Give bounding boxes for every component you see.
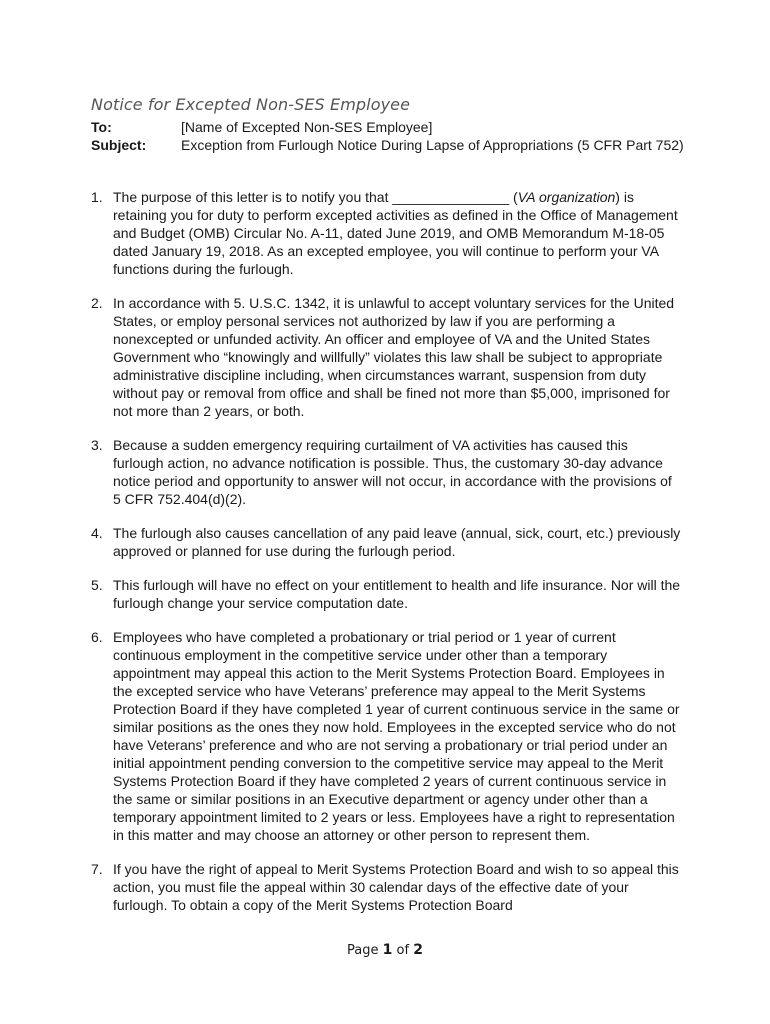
list-item-text-end: ) is retaining you for duty to perform excepted activities as defined in the Office of Management and Budget (OMB) Circular No. A-11, dated June 2019, and OMB Memorandum M-18-05 dated January 19, 2018. As an excepted employee, you will continue to perform your VA functions during the furlough. — [113, 189, 678, 277]
subject-row — [91, 136, 691, 154]
list-item — [91, 628, 681, 844]
subject-label: Subject: — [91, 137, 147, 153]
list-item-number: 4. — [91, 525, 103, 541]
current-page-number: 1 — [382, 942, 393, 958]
list-item-number: 7. — [91, 861, 103, 877]
list-item — [91, 188, 681, 278]
list-item-text: In accordance with 5. U.S.C. 1342, it is unlawful to accept voluntary services for the United States, or employ personal services not authorized by law if you are performing a nonexcepted or unfunded activity. An officer and employee of VA and the United States Government who “knowingly and willfully” violates this law shall be subject to appropriate administrative discipline including, when circumstances warrant, suspension from duty without pay or removal from office and shall be fined not more than $5,000, imprisoned for not more than 2 years, or both. — [113, 295, 675, 419]
list-item — [91, 860, 681, 914]
list-item-number: 2. — [91, 295, 103, 311]
list-item — [91, 294, 681, 420]
memo-header — [91, 118, 691, 154]
to-value: [Name of Excepted Non-SES Employee] — [181, 119, 433, 135]
page-number-footer — [0, 942, 770, 958]
va-organization-placeholder: VA organization — [517, 189, 616, 205]
list-item-text: The furlough also causes cancellation of any paid leave (annual, sick, court, etc.) previously approved or planned for use during the furlough period. — [113, 525, 681, 559]
list-item — [91, 576, 681, 612]
list-item-number: 5. — [91, 577, 103, 593]
to-row — [91, 118, 691, 136]
subject-value: Exception from Furlough Notice During Lapse of Appropriations (5 CFR Part 752) — [181, 137, 684, 153]
list-item-number: 3. — [91, 437, 103, 453]
page-word: Page — [347, 943, 379, 958]
list-item-number: 1. — [91, 189, 103, 205]
list-item-text: Because a sudden emergency requiring curtailment of VA activities has caused this furlough action, no advance notification is possible. Thus, the customary 30-day advance notice period and opportunity to answer will not occur, in accordance with the provisions of 5 CFR 752.404(d)(2). — [113, 437, 672, 507]
numbered-list — [91, 188, 681, 930]
list-item-text: If you have the right of appeal to Merit Systems Protection Board and wish to so appeal this action, you must file the appeal within 30 calendar days of the effective date of your furlough. To obtain a copy of the Merit Systems Protection Board — [113, 861, 679, 913]
list-item-number: 6. — [91, 629, 103, 645]
list-item-text-start: The purpose of this letter is to notify you that _______________ ( — [113, 189, 518, 205]
document-title: Notice for Excepted Non-SES Employee — [91, 95, 411, 114]
list-item — [91, 436, 681, 508]
to-label: To: — [91, 119, 112, 135]
list-item-text: Employees who have completed a probationary or trial period or 1 year of current continuous employment in the competitive service under other than a temporary appointment may appeal this action to the Merit Systems Protection Board. Employees in the excepted service who have Veterans’ preference may appeal to the Merit Systems Protection Board if they have completed 1 year of current continuous service in the same or similar positions as the ones they now hold. Employees in the excepted service who do not have Veterans’ preference and who are not serving a probationary or trial period under an initial appointment pending conversion to the competitive service may appeal to the Merit Systems Protection Board if they have completed 2 years of current continuous service in the same or similar positions in an Executive department or agency under other than a temporary appointment limited to 2 years or less. Employees have a right to representation in this matter and may choose an attorney or other person to represent them. — [113, 629, 680, 843]
list-item-text — [113, 188, 681, 278]
total-page-count: 2 — [413, 942, 423, 958]
list-item-text: This furlough will have no effect on your entitlement to health and life insurance. Nor will the furlough change your service computation date. — [113, 577, 681, 611]
of-word: of — [396, 943, 410, 958]
list-item — [91, 524, 681, 560]
